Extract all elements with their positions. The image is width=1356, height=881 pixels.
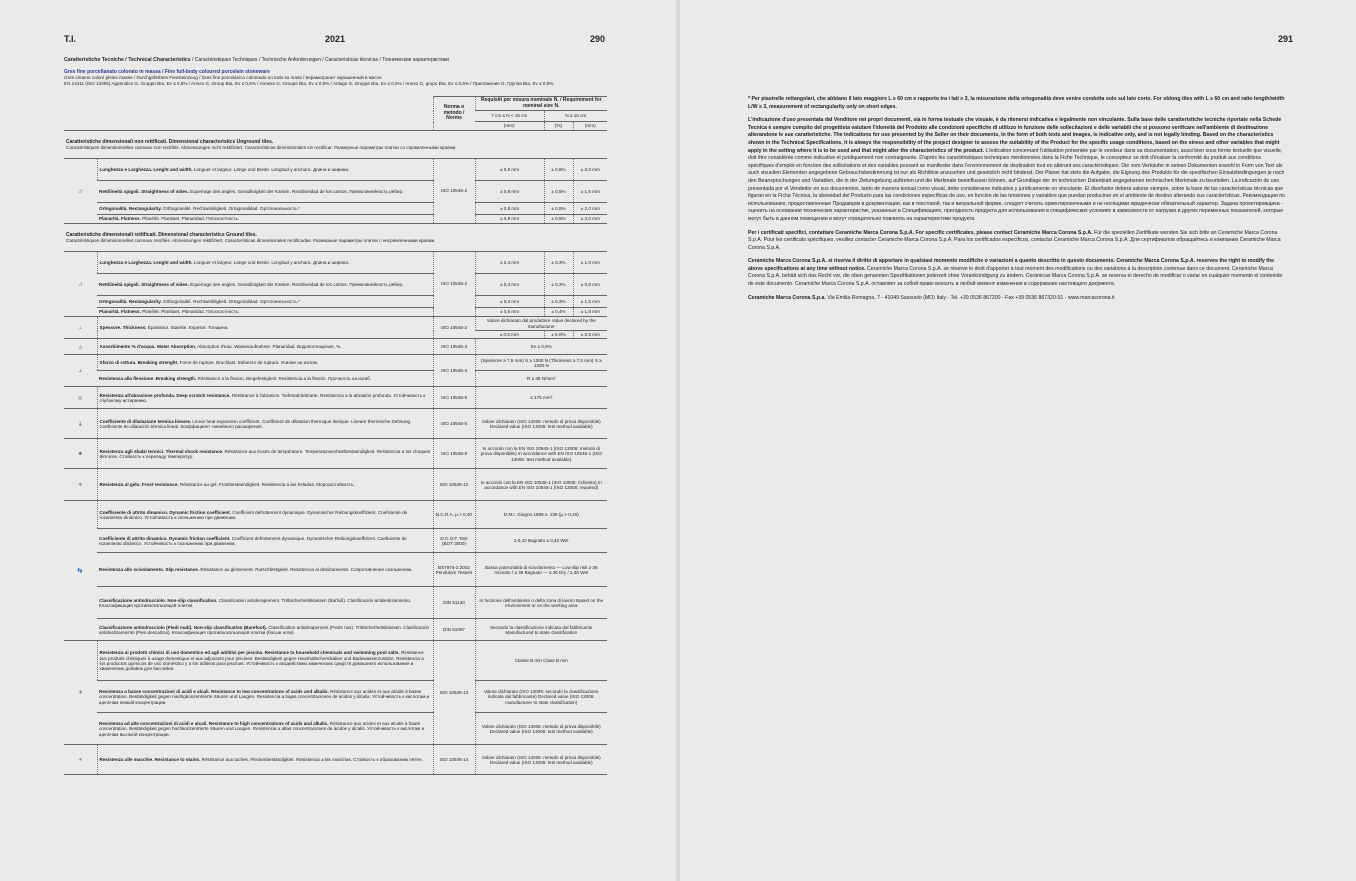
technical-table: Norma o metodo / Norms Requisiti per misura nominale N. / Requirement for nominal size N. 7 cm ≤ N < 15 cm N ≥ 15 cm (mm) (%) (mm) Caratteristiche dimensionali non rettificati. Dimensional characteristics Unground tiles. Caractéristiques dimensionnelles carreaux non rectifiés. Abmessungen nicht rektifiziert. Características dimensionales sin rectificar. Размерные параметры плитки со спрямленными краями. ◿ Lunghezza e Larghezza. Lenght and width. Longuer et largeur. Länge und Breite. Longitud y anchura. Длина и ширина. ISO 10545-2 ± 0,9 mm ± 0,6% ± 2,0 mm Rettilineità spigoli. Straightness of sides. Equerrage des angles. Geradlinigkeit der Kanten. Rectilineidad de los cantos. Прямолинейность рёбер. ± 0,8 mm ± 0,5% ± 1,5 mm Ortogonalità. Rectangularity. Orthogonalité. Rechtwinkligkeit. Ortogonalidad. Ортогональность.* ± 0,8 mm ± 0,5% ± 2,0 mm Planarità. Flatness. Planéité. Planitaet. Planaridad. Плоскостность. ± 0,8 mm ± 0,5% ± 2,0 mm Caratteristiche dimensionali rettificati. Dimensional characteristics Ground tiles. Caractéristiques dimensionnelles carreaux rectifiés. Abmessungen rektifiziert. Características dimensionales rectificadas. Размерные параметры плитки с несрямленными краями. ◿ Lunghezza e Larghezza. Lenght and width. Longuer et largeur. Länge und Breite. Longitud y anchura. Длина и ширина. ISO 10545-2 ± 0,4 mm ± 0,3% ± 1,0 mm Rettilineità spigoli. Straightness of sides. Equerrage des angles. Geradlinigkeit der Kanten. Rectilineidad de los cantos. Прямолинейность рёбер. ± 0,4 mm ± 0,3% ± 0,8 mm Ortogonalità. Rectangularity. Orthogonalité. Rechtwinkligkeit. Ortogonalidad. Ортогональность.* ± 0,4 mm ± 0,3% ± 1,5 mm Planarità. Flatness. Planéité. Planitaet. Planaridad. Плоскостность. ± 0,6 mm ± 0,4% ± 1,8 mm ⊥ Spessore. Thickness. Epaisseur. Staerke. Espesor. Толщина. ISO 10545-2 Valore dichiarato dal produttore Value declared by the manufacturer ± 0,5 mm ± 5,0% ± 0,5 mm ◬ Assorbimento % d'acqua. Water Absorption. Absorption d'eau. Wasseraufnahme. Planaridad. Водопоглощение, %. ISO 10545-3 Ev ≤ 0,5% ⟂ Sforzo di rottura. Breaking strenght. Force de rupture. Bruchlast. Esfuerzo de ruptura. Усилие на излом. ISO 10545-4 (Spessore ≥ 7,5 mm) S ≥ 1300 N (Thickness ≥ 7,5 mm) S ≥ 1300 N Resistenza alla flessione. Breaking strength. Résistance a la flexion. Biegefestigkeit. Resistencia a la flexión. Прочность на изгиб. R ≥ 35 N/mm² ◎ Resistenza all'abrasione profonda. Deep scratch resistance. Résistance à l'abrasion. Tiefenabriebharte. Resistencia a la abrasión profunda. Устойчивость к глубокому истиранию. ISO 10545-6 ≤ 175 mm³ 🌡 Coefficiente di dilatazione termica lineare. Linear heat expansion coefficient. Coefficient de dilatation thermique linéique. Lineare thermische Dehnung. Coeficiente de dilatación térmica lineal. Коэффициент линейного расширения. ISO 10545-8 Valore dichiarato (ISO 13006: metodo di prova disponibile) Declared value (ISO 13006: test method available) ✺ Resistenza agli sbalzi termici. Thermal shock resistance. Résistance aux écarts de température. Temperaturwechselbestaendigkeit. Resistencia a los choques térmicos. Стойкость к перепаду температур. ISO 10545-9 In accordo con la EN ISO 10545-1 (ISO 13006: metodo di prova disponibile) In accordance with EN ISO 10545-1 (ISO 13006: test method available) ❄ Resistenza al gelo. Frost resistance. Résistance au gel. Frostbestaendigkeit. Resistencia a las heladas. Морозостойкость. ISO 10545-12 In accordo con la EN ISO 10545-1 (ISO 13006: richiesta) In accordance with EN ISO 10545-1 (ISO 13006: required) 👣 Coefficiente di attrito dinamico. Dynamic friction coefficient. Coefficient defrottement dynamique. Dynamischer Reibungskoeffizient. Coeficiente de rozamiento dinámico. Устойчивость к скольжению при движении. B.C.R.A. µ > 0,40 D.M.I. Giugno 1989 n. 236 (µ > 0,40) Coefficiente di attrito dinamico. Dynamic friction coefficient. Coefficient defrottement dynamique. Dynamischer Reibungskoeffizient. Coeficiente de rozamiento dinámico. Устойчивость к скольжению при движении. D.C.O.F. Test (BOT 3000) ≥ 0,42 Bagnato ≥ 0,42 Wet Resistenza allo scivolamento. Slip resistance. Résistance au glissement. Rutschfestigkeit. Resistencia al deslizamiento. Сопротивление скольжению. BS7976-2:2002 Pendulum Testers Bassa potenzialità di scivolamento — Low slip risk ≥ 36 Asciutto / ≥ 36 Bagnato — ≥ 36 Dry / ≥ 36 Wet Classificazione antisdrucciolo. Non-slip classification. Classification antiderapement. Trittsicherheitsklassen (Barfuß). Clasificación antideslizamiento. Классификация противоскользящей плитки. DIN 51130 In funzione dell'ambiente o della zona di lavoro Based on the environment or on the working area Classificazione antisdrucciolo (Piedi nudi). Non-slip classification (Barefoot). Classification antidérapement (Pieds nus). Trittsicherheitsklassen. Clasificación antideslizamiento (Pies descalzos). Классификация противоскользящей плитки (босые ноги). DIN 51097 Secondo la classificazione indicata dal fabbricante Manufactured to state classification ⚗ Resistenza ai prodotti chimici di uso domestico ed agli additivi per piscina. Resistance to household chemicals and swimming pool salts. Résistance aux produits chimiques à usage domestique et aux adjuvants pour piscines. Beständigkeit gegen Haushaltschemikalien und Badewasserzusätze. Resistencia a los productos químicos de uso doméstico y a los aditivos para piscinas. Устойчивость к воздействию химических средств домашнего использования и химических добавок для бассейна. ISO 10545-13 Classe B min Class B min Resistenza a basse concentrazioni di acidi e alcali. Resistance to low concentrations of acids and alkalis. Résistance aux acides et aux alcalis à basse concentration. Beständigkeit gegen niedrigkonzentrierte Säuren und Laugen. Resistencia a bajas concentraciones de ácidos y álcalis. Устойчивость к кислотам и щелочам низкой концентрации. Valore dichiarato (ISO 13006: secondo la classificazione indicata dal fabbricante) Declared value (ISO 13006: manufacturer to state classification) Resistenza ad alte concentrazioni di acidi e alcali. Resistance to high concentrations of acids and alkalis. Résistance aux acides et aux alcalis à haute concentration. Beständigkeit gegen hochkonzentrierte Säuren und Laugen. Resistencia a altas concentraciones de ácidos y álcalis. Устойчивость к кислотам и щелочам высокой концентрации. Valore dichiarato (ISO 13006: metodo di prova disponibile) Declared value (ISO 13006: test method available) ✳ Resistenza alle macchie. Resistance to stains. Résistance aux taches. Fleckenbeständigkeit. Resistencia a las manchas. Стойкость к образованию пятен. ISO 10545-14 Valore dichiarato (ISO 13006: metodo di prova disponibile) Declared value (ISO 13006: test method available) [64, 96, 607, 775]
table-row: ✺ Resistenza agli sbalzi termici. Thermal shock resistance. Résistance aux écarts de température. Temperaturwechselbestaendigkeit. Resistencia a los choques térmicos. Стойкость к перепаду температур. ISO 10545-9 In accordo con la EN ISO 10545-1 (ISO 13006: metodo di prova disponibile) In accordance with EN ISO 10545-1 (ISO 13006: test method available) [64, 439, 607, 469]
table-row: Resistenza alla flessione. Breaking strength. Résistance a la flexion. Biegefestigkeit. Resistencia a la flexión. Прочность на изгиб. R ≥ 35 N/mm² [64, 371, 607, 387]
table-row: 🌡 Coefficiente di dilatazione termica lineare. Linear heat expansion coefficient. Coefficient de dilatation thermique linéique. Lineare thermische Dehnung. Coeficiente de dilatación térmica lineal. Коэффициент линейного расширения. ISO 10545-8 Valore dichiarato (ISO 13006: metodo di prova disponibile) Declared value (ISO 13006: test method available) [64, 409, 607, 439]
water-drop-icon: ◬ [64, 339, 97, 355]
footprint-icon: 👣 [64, 501, 97, 641]
table-row: Ortogonalità. Rectangularity. Orthogonalité. Rechtwinkligkeit. Ortogonalidad. Ортогональность.* ± 0,4 mm ± 0,3% ± 1,5 mm [64, 296, 607, 308]
intro-block: Caratteristiche Tecniche / Technical Characteristics / Caractéristiques Techniques / Technische Anforderungen / Características técnicas / Технические характеристики Gres fine porcellanato colorato in massa / Fine full-body coloured porcelain stoneware Grès cérame coloré pleine masse / Durchgefärbtes Feinsteinzeug / Gres fino porcelánico coloreado en toda su masa / Керамогранит окрашенный в массе EN 14411 (ISO 13006) Appendice G, Gruppo BIa, Ev ≤ 0,5% / Annex G, Group BIa, Ev ≤ 0,5% / Annexe G, Groupe BIa, Ev ≤ 0,5% / Anlage G, Gruppe BIa, Ev ≤ 0,5% / Anexo G, grupo BIa, Ev ≤ 0,5% / Приложение G, Группа BIa, Ev ≤ 0,5% [64, 57, 624, 86]
right-page [680, 0, 1356, 881]
header-left: T.I. [64, 34, 77, 44]
table-row: ◬ Assorbimento % d'acqua. Water Absorption. Absorption d'eau. Wasseraufnahme. Planaridad. Водопоглощение, %. ISO 10545-3 Ev ≤ 0,5% [64, 339, 607, 355]
table-row: Coefficiente di attrito dinamico. Dynamic friction coefficient. Coefficient defrottement dynamique. Dynamischer Reibungskoeffizient. Coeficiente de rozamiento dinámico. Устойчивость к скольжению при движении. D.C.O.F. Test (BOT 3000) ≥ 0,42 Bagnato ≥ 0,42 Wet [64, 529, 607, 553]
table-row: Classificazione antisdrucciolo (Piedi nudi). Non-slip classification (Barefoot). Classification antidérapement (Pieds nus). Trittsicherheitsklassen. Clasificación antideslizamiento (Pies descalzos). Классификация противоскользящей плитки (босые ноги). DIN 51097 Secondo la classificazione indicata dal fabbricante Manufactured to state classification [64, 619, 607, 641]
ruler-icon: ◿ [64, 252, 97, 317]
thickness-icon: ⊥ [64, 317, 97, 339]
header-page-number: 291 [1278, 34, 1294, 44]
left-page [0, 0, 676, 881]
table-row: ◿ Lunghezza e Larghezza. Lenght and width. Longuer et largeur. Länge und Breite. Longitud y anchura. Длина и ширина. ISO 10545-2 ± 0,9 mm ± 0,6% ± 2,0 mm [64, 159, 607, 181]
table-row: ⚗ Resistenza ai prodotti chimici di uso domestico ed agli additivi per piscina. Resistance to household chemicals and swimming pool salts. Résistance aux produits chimiques à usage domestique et aux adjuvants pour piscines. Beständigkeit gegen Haushaltschemikalien und Badewasserzusätze. Resistencia a los productos químicos de uso doméstico y a los aditivos para piscinas. Устойчивость к воздействию химических средств домашнего использования и химических добавок для бассейна. ISO 10545-13 Classe B min Class B min [64, 641, 607, 681]
stain-icon: ✳ [64, 745, 97, 775]
section-unground: Caratteristiche dimensionali non rettificati. Dimensional characteristics Unground tiles. Caractéristiques dimensionnelles carreaux non rectifiés. Abmessungen nicht rektifiziert. Características dimensionales sin rectificar. Размерные параметры плитки со спрямленными краями. [64, 131, 607, 159]
header-page-number: 290 [590, 34, 606, 44]
material-title: Gres fine porcellanato colorato in massa / Fine full-body coloured porcelain stoneware [64, 69, 270, 75]
chemical-icon: ⚗ [64, 641, 97, 745]
thermometer-icon: 🌡 [64, 409, 97, 439]
table-row: ⟂ Sforzo di rottura. Breaking strenght. Force de rupture. Bruchlast. Esfuerzo de ruptura. Усилие на излом. ISO 10545-4 (Spessore ≥ 7,5 mm) S ≥ 1300 N (Thickness ≥ 7,5 mm) S ≥ 1300 N [64, 355, 607, 371]
table-row: Rettilineità spigoli. Straightness of sides. Equerrage des angles. Geradlinigkeit der Kanten. Rectilineidad de los cantos. Прямолинейность рёбер. ± 0,8 mm ± 0,5% ± 1,5 mm [64, 181, 607, 203]
section-ground: Caratteristiche dimensionali rettificati. Dimensional characteristics Ground tiles. Caractéristiques dimensionnelles carreaux rectifiés. Abmessungen rektifiziert. Características dimensionales rectificadas. Размерные параметры плитки с несрямленными краями. [64, 224, 607, 252]
table-row: ⊥ Spessore. Thickness. Epaisseur. Staerke. Espesor. Толщина. ISO 10545-2 Valore dichiarato dal produttore Value declared by the manufacturer [64, 317, 607, 331]
certificates-note: Per i certificati specifici, contattare Ceramiche Marca Corona S.p.A. For specific certificates, please contact Ceramiche Marca Corona S.p.A. [748, 229, 1093, 236]
ruler-icon: ◿ [64, 159, 97, 224]
abrasion-icon: ◎ [64, 387, 97, 409]
breaking-icon: ⟂ [64, 355, 97, 387]
notes-block: * Per piastrelle rettangolari, che abbiano il lato maggiore L ≥ 60 cm e rapporto tra i lati ≥ 3, la misurazione della ortogonalità deve venire condotta solo sul lato corto. For oblong tiles with L ≥ 60 cm and ratio length/width L/W ≥ 3, measurement of rectangularity only on short edges. L'indicazione d'uso presentata dal Venditore nei propri documenti, sia in forma testuale che visuale, è da ritenersi indicativa e legalmente non vincolante. Sulla base delle caratteristiche tecniche riportate nella Schede Tecnica è sempre compito del progettista valutare l'idoneità del Prodotto alle condizioni specifiche di utilizzo in funzione delle sollecitazioni e delle variabili che si possono verificare nell'ambiente di destinazione alterandone le sue caratteristiche. The indications for use presented by the Seller on their documents, in the form of both texts and images, is indicative only, and is not legally binding. Based on the characteristics shown in the Technical Specifications, it is always the responsibility of the project designer to assess the suitability of the Product for the specific usage conditions, based on the stress and other variables that might apply in the setting where it is to be used and that might alter the characteristics of the product. L'indication concernant l'utilisation présentée par le vendeur dans sa documentation, aussi bien sous forme textuelle que visuelle, doit être considérée comme indicative et juridiquement non contraignante. D'après les caractéristiques techniques mentionnées dans la Fiche Technique, le concepteur se doit d'évaluer la conformité du produit aux conditions spécifiques d'emploi en fonction des sollicitations et des variables pouvant se manifester dans l'environnement de destination tout en altérant ses caractéristiques. Die vom Verkäufer in seinen Dokumenten sowohl in Form von Text als auch visuellen Elementen angegebene Gebrauchsbestimmung ist nur als Richtlinie anzusehen und gesetzlich nicht bindend. Der Planer hat stets die Aufgabe, die Eignung des Produkts für die spezifischen Einsatzbedingungen je nach den Beanspruchungen und Variablen, die in der Zielumgebung auftreten und die Merkmale beeinflussen können, auf Grundlage der im technischen Datenblatt angegebenen technischen Merkmale zu beurteilen. La indicación de uso presentada por el Vendedor en sus documentos, tanto de manera textual como visual, debe considerarse indicativa y jurídicamente no vinculante. El diseñador deberá valorar siempre, sobre la base de las características técnicas que figuran en la Ficha Técnica, la idoneidad del Producto para las condiciones específicas de uso, en función de las tensiones y variables que puedan producirse en el ambiente de destino alterando sus características. Рекомендации по использованию, предоставленные Продавцом в документации, как в текстовой, так и визуальной форме, следует считать ориентировочными и не носящими юридически обязательный характер. Задача проектировщика - оценить на основании технических характеристик, указанных в Спецификациях, пригодность продукта для использования в специфических условиях в зависимости от нагрузки и других переменных показателей, которые могут быть в данном помещении и могут отрицательно повлиять на характеристики продукта. Per i certificati specifici, contattare Ceramiche Marca Corona S.p.A. For specific certificates, please contact Ceramiche Marca Corona S.p.A. Für die speziellen Zertifikate wenden Sie sich bitte an Ceramiche Marca Corona S.p.A. Pour les certificats spécifiques, veuillez contacter Ceramiche Marca Corona S.p.A. Para los certificados específicos, contactar Ceramiche Marca Corona S.p.A. Для сертификатов обращайтесь в компанию Ceramiche Marca Corona S.p.A. Ceramiche Marca Corona S.p.A. si riserva il diritto di apportare in qualsiasi momento modifiche o variazioni a quanto descritto in questo documento. Ceramiche Marca Corona S.p.A. reserves the right to modify the above specifications at any time without notice. Ceramiche Marca Corona S.p.A. se réserve le droit d'apporter à tout moment des modifications ou des variations à la description contenue dans ce document. Ceramiche Marca Corona S.p.A. behält sich das Recht vor, die oben genannten Spezifikationen jederzeit ohne Vorankündigung zu ändern. Cerámicas Marca Corona S.p.A. se reserva el derecho de modificar o variar en cualquier momento el contenido de este documento. Ceramiche Marca Corona S.p.A. оставляет за собой право вносить в любой момент изменения в содержание настоящего документа. Ceramiche Marca Corona S.p.a. Via Emilia Romagna, 7 - 41049 Sassuolo (MO) Italy - Tel. +39 0536 867200 - Fax +39 0536 867320-51 - www.marcacorona.it [748, 96, 1285, 301]
table-row: Ortogonalità. Rectangularity. Orthogonalité. Rechtwinkligkeit. Ortogonalidad. Ортогональность.* ± 0,8 mm ± 0,5% ± 2,0 mm [64, 203, 607, 215]
table-row: Classificazione antisdrucciolo. Non-slip classification. Classification antiderapement. Trittsicherheitsklassen (Barfuß). Clasificación antideslizamiento. Классификация противоскользящей плитки. DIN 51130 In funzione dell'ambiente o della zona di lavoro Based on the environment or on the working area [64, 587, 607, 619]
table-row: ❄ Resistenza al gelo. Frost resistance. Résistance au gel. Frostbestaendigkeit. Resistencia a las heladas. Морозостойкость. ISO 10545-12 In accordo con la EN ISO 10545-1 (ISO 13006: richiesta) In accordance with EN ISO 10545-1 (ISO 13006: required) [64, 469, 607, 501]
intro-title: Caratteristiche Tecniche / Technical Characteristics [64, 57, 191, 63]
table-row: Resistenza ad alte concentrazioni di acidi e alcali. Resistance to high concentrations of acids and alkalis. Résistance aux acides et aux alcalis à haute concentration. Beständigkeit gegen hochkonzentrierte Säuren und Laugen. Resistencia a altas concentraciones de ácidos y álcalis. Устойчивость к кислотам и щелочам высокой концентрации. Valore dichiarato (ISO 13006: metodo di prova disponibile) Declared value (ISO 13006: test method available) [64, 713, 607, 745]
table-row: ✳ Resistenza alle macchie. Resistance to stains. Résistance aux taches. Fleckenbeständigkeit. Resistencia a las manchas. Стойкость к образованию пятен. ISO 10545-14 Valore dichiarato (ISO 13006: metodo di prova disponibile) Declared value (ISO 13006: test method available) [64, 745, 607, 775]
usage-disclaimer: L'indicazione d'uso presentata dal Venditore nei propri documenti, sia in forma testuale che visuale, è da ritenersi indicativa e legalmente non vincolante. Sulla base delle caratteristiche tecniche riportate nella Schede Tecnica è sempre compito del progettista valutare l'idoneità del Prodotto alle condizioni specifiche di utilizzo in funzione delle sollecitazioni e delle variabili che si possono verificare nell'ambiente di destinazione alterandone le sue caratteristiche. The indications for use presented by the Seller on their documents, in the form of both texts and images, is indicative only, and is not legally binding. Based on the characteristics shown in the Technical Specifications, it is always the responsibility of the project designer to assess the suitability of the Product for the specific usage conditions, based on the stress and other variables that might apply in the setting where it is to be used and that might alter the characteristics of the product. [748, 117, 1282, 154]
table-row: ◿ Lunghezza e Larghezza. Lenght and width. Longuer et largeur. Länge und Breite. Longitud y anchura. Длина и ширина. ISO 10545-2 ± 0,4 mm ± 0,3% ± 1,0 mm [64, 252, 607, 274]
table-row: Planarità. Flatness. Planéité. Planitaet. Planaridad. Плоскостность. ± 0,6 mm ± 0,4% ± 1,8 mm [64, 308, 607, 317]
rights-reserved-note: Ceramiche Marca Corona S.p.A. si riserva il diritto di apportare in qualsiasi momento modifiche o variazioni a quanto descritto in questo documento. Ceramiche Marca Corona S.p.A. reserves the right to modify the above specifications at any time without notice. [748, 258, 1275, 272]
header-year: 2021 [325, 34, 346, 44]
table-row: Rettilineità spigoli. Straightness of sides. Equerrage des angles. Geradlinigkeit der Kanten. Rectilineidad de los cantos. Прямолинейность рёбер. ± 0,4 mm ± 0,3% ± 0,8 mm [64, 274, 607, 296]
table-row: 👣 Coefficiente di attrito dinamico. Dynamic friction coefficient. Coefficient defrottement dynamique. Dynamischer Reibungskoeffizient. Coeficiente de rozamiento dinámico. Устойчивость к скольжению при движении. B.C.R.A. µ > 0,40 D.M.I. Giugno 1989 n. 236 (µ > 0,40) [64, 501, 607, 529]
rectangularity-note: * Per piastrelle rettangolari, che abbiano il lato maggiore L ≥ 60 cm e rapporto tra i lati ≥ 3, la misurazione della ortogonalità deve venire condotta solo sul lato corto. For oblong tiles with L ≥ 60 cm and ratio length/width L/W ≥ 3, measurement of rectangularity only on short edges. [748, 96, 1285, 110]
company-address: Ceramiche Marca Corona S.p.a. [748, 294, 826, 301]
table-row: Planarità. Flatness. Planéité. Planitaet. Planaridad. Плоскостность. ± 0,8 mm ± 0,5% ± 2,0 mm [64, 215, 607, 224]
snowflake-icon: ❄ [64, 469, 97, 501]
table-row: Resistenza allo scivolamento. Slip resistance. Résistance au glissement. Rutschfestigkeit. Resistencia al deslizamiento. Сопротивление скольжению. BS7976-2:2002 Pendulum Testers Bassa potenzialità di scivolamento — Low slip risk ≥ 36 Asciutto / ≥ 36 Bagnato — ≥ 36 Dry / ≥ 36 Wet [64, 553, 607, 587]
table-row: Resistenza a basse concentrazioni di acidi e alcali. Resistance to low concentrations of acids and alkalis. Résistance aux acides et aux alcalis à basse concentration. Beständigkeit gegen niedrigkonzentrierte Säuren und Laugen. Resistencia a bajas concentraciones de ácidos y álcalis. Устойчивость к кислотам и щелочам низкой концентрации. Valore dichiarato (ISO 13006: secondo la classificazione indicata dal fabbricante) Declared value (ISO 13006: manufacturer to state classification) [64, 681, 607, 713]
thermal-shock-icon: ✺ [64, 439, 97, 469]
table-row: ◎ Resistenza all'abrasione profonda. Deep scratch resistance. Résistance à l'abrasion. Tiefenabriebharte. Resistencia a la abrasión profunda. Устойчивость к глубокому истиранию. ISO 10545-6 ≤ 175 mm³ [64, 387, 607, 409]
